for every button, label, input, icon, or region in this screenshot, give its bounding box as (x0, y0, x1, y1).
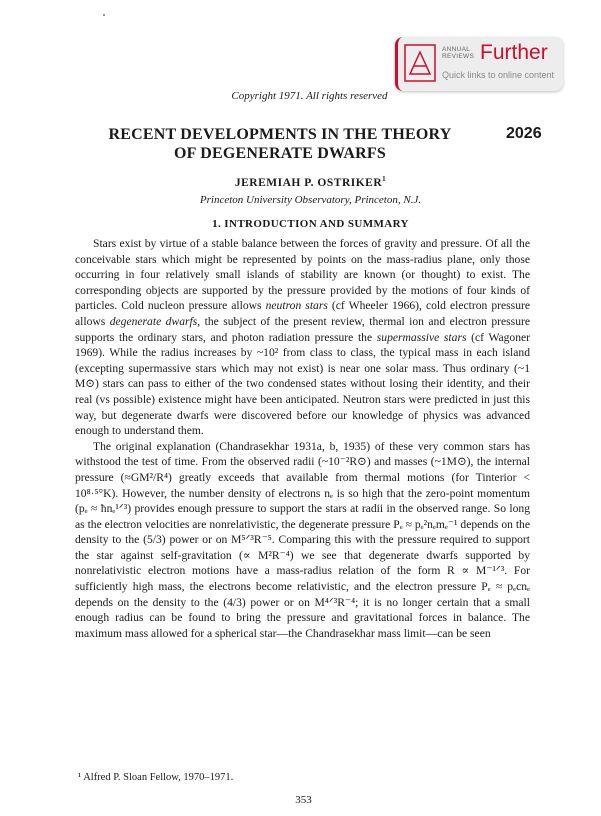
further-links-badge[interactable] (395, 37, 563, 91)
author-name (0, 175, 601, 189)
title-line-2: OF DEGENERATE DWARFS (173, 145, 387, 162)
paragraph-2: The original explanation (Chandrasekhar 1931a, b, 1935) of these very common stars has withstood the test of time. From the observed radii (~10⁻²R⊙) and masses (~1M⊙), the internal pressure (≈GM²/R⁴) greatly exceeds that available from thermal motions (for Tinterior < 10⁸·⁵°K). However, the number density of electrons nₑ is so high that the zero-point momentum (pₑ ≈ ħnₑ¹ᐟ³) provides enough pressure to support the stars at radii in the observed range. So long as the electron velocities are nonrelativistic, the degenerate pressure Pₑ ≈ pₑ²nₑmₑ⁻¹ depends on the density to the (5/3) power or on M⁵ᐟ³R⁻⁵. Comparing this with the pressure required to support the star against self-gravitation (∝ M²R⁻⁴) we see that degenerate dwarfs supported by nonrelativistic electron motions have a mass-radius relation of the form R ∝ M⁻¹ᐟ³. For sufficiently high mass, the electrons become relativistic, and the electron pressure Pₑ ≈ pₑcnₑ depends on the density to the (4/3) power or on M⁴ᐟ³R⁻⁴; it is no longer certain that a small enough radius can be found to bring the pressure and gravitational forces in balance. The maximum mass allowed for a spherical star—the Chandrasekhar mass limit—can be seen (75, 439, 530, 640)
wordmark-line2: REVIEWS (442, 53, 475, 60)
scan-speck (103, 14, 105, 16)
page-number: 353 (295, 794, 312, 806)
para1-emph-neutron: neutron stars (265, 299, 328, 313)
article-body (75, 236, 530, 641)
para1-text-c: , the subject of the present review, thermal ion and electron pressure supports the ordinary stars, and photon radiation pressure the (75, 314, 530, 344)
para1-text-b: (cf Wheeler 1966), cold electron pressure allows (75, 299, 530, 328)
para1-emph-supermassive: supermassive stars (376, 330, 467, 344)
copyright-notice: Copyright 1971. All rights reserved (231, 90, 388, 102)
author-affiliation: Princeton University Observatory, Princeton, N.J. (199, 194, 422, 206)
title-line-1: RECENT DEVELOPMENTS IN THE THEORY (108, 126, 452, 143)
page-code: 2026 (506, 125, 542, 142)
wordmark-line1: ANNUAL (442, 46, 471, 53)
para1-text-a: Stars exist by virtue of a stable balance between the forces of gravity and pressure. Of all the conceivable stars which might be represented by points on the mass-radius plane, only those occurring in four relatively small islands of stability are known (or thought) to exist. The corresponding objects are supported by the pressure provided by the motions of four kinds of particles. Cold nucleon pressure allows (75, 237, 530, 313)
further-tagline[interactable]: Quick links to online content (442, 70, 555, 80)
para1-emph-dwarfs: degenerate dwarfs (109, 314, 198, 328)
further-label[interactable]: Further (480, 41, 548, 64)
section-heading: 1. INTRODUCTION AND SUMMARY (212, 218, 409, 230)
author-footnote-mark: 1 (382, 175, 387, 183)
annual-reviews-wordmark (442, 46, 474, 60)
author-text: JEREMIAH P. OSTRIKER (234, 176, 383, 189)
para1-text-d: (cf Wagoner 1969). While the radius increases by ~10² from class to class, the typical mass in each island (excepting supermassive stars which may not exist) is near one solar mass. Thus ordinary (~1 M⊙) stars can pass to either of the two condensed states without losing their identity, and their real (vs possible) existence might have been anticipated. Neutron stars were predicted in just this way, but degenerate dwarfs were discovered before our knowledge of physics was advanced enough to understand them. (75, 330, 531, 438)
footnote: ¹ Alfred P. Sloan Fellow, 1970–1971. (78, 772, 234, 783)
annual-reviews-logo-icon (404, 44, 438, 84)
paragraph-1 (75, 236, 530, 439)
article-title (60, 125, 500, 163)
